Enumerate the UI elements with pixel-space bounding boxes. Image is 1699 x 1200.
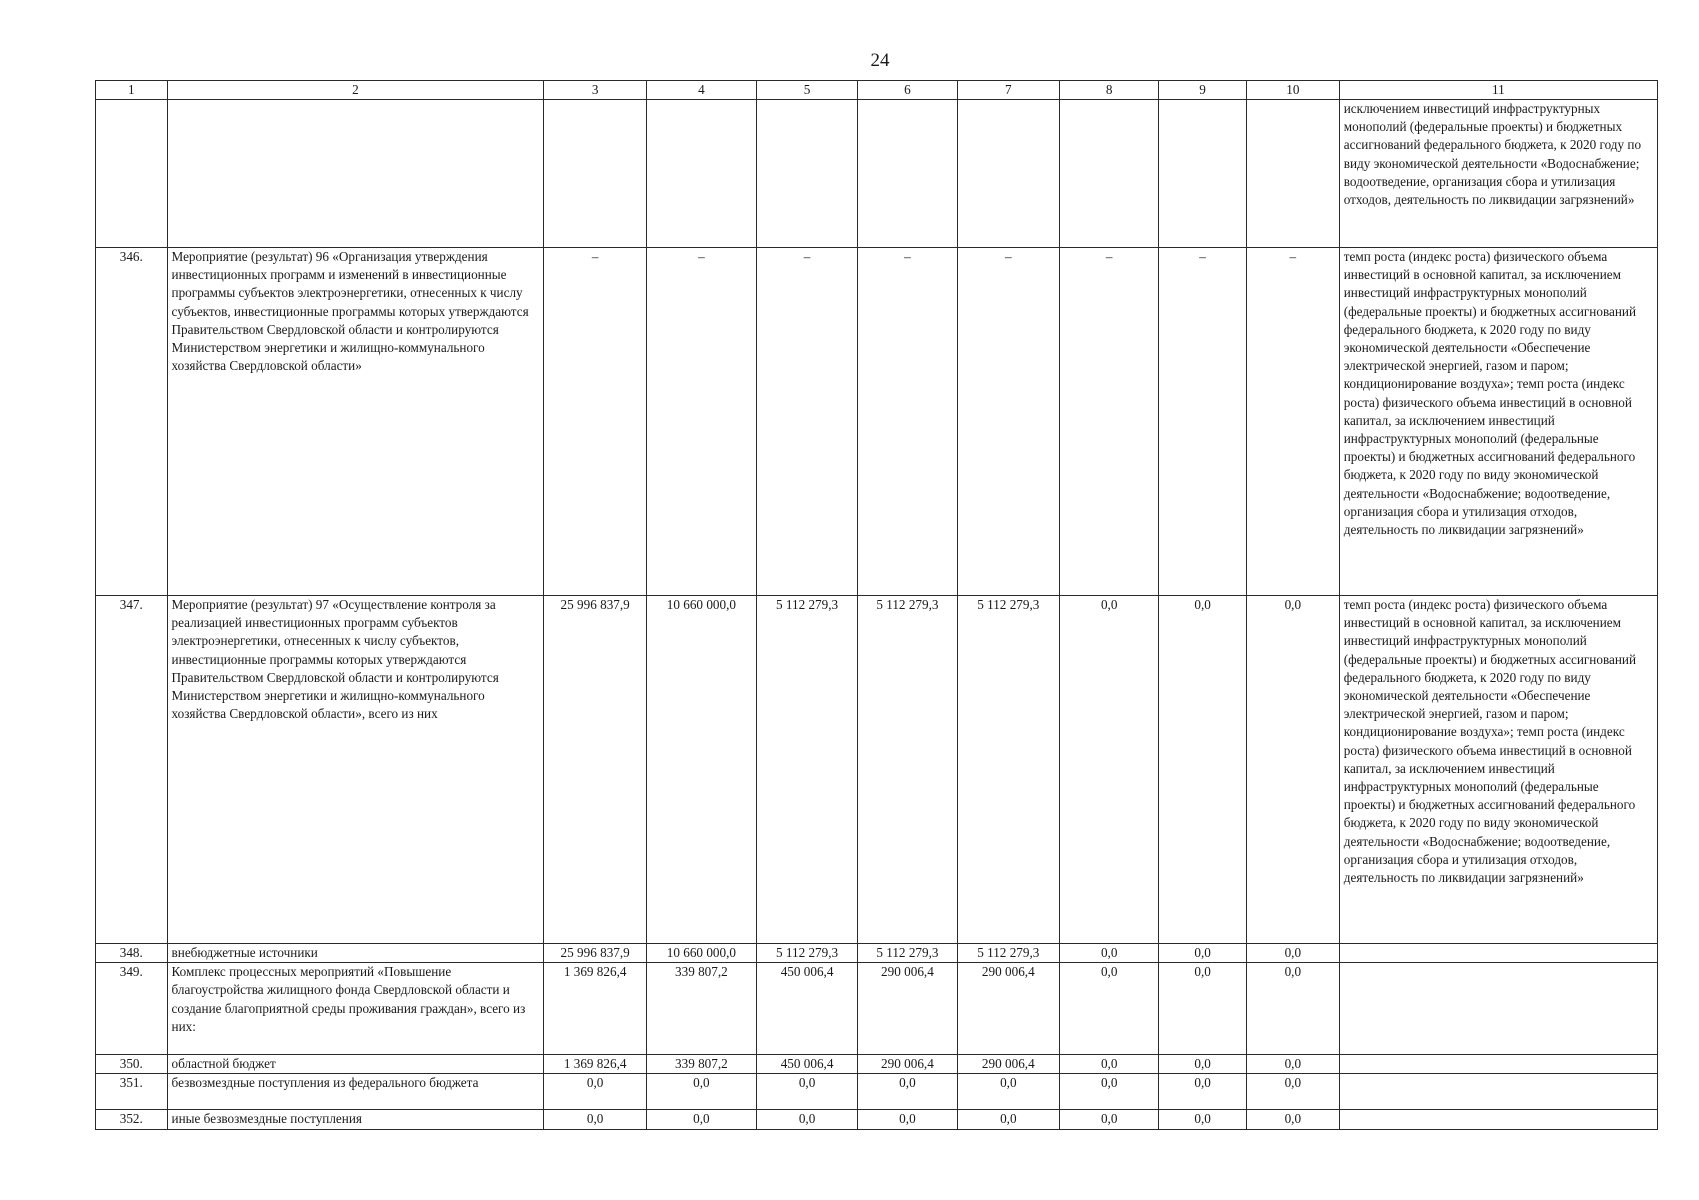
cell-value: 0,0 <box>1060 944 1159 963</box>
row-name: областной бюджет <box>167 1055 544 1074</box>
cell-value: 25 996 837,9 <box>544 596 646 944</box>
cell-value: 10 660 000,0 <box>646 944 756 963</box>
cell-value: – <box>957 248 1059 596</box>
table-row <box>96 1055 1658 1074</box>
cell-value: 0,0 <box>1246 1074 1339 1110</box>
cell-value <box>756 100 857 248</box>
cell-value: 0,0 <box>1159 1055 1247 1074</box>
cell-value: 0,0 <box>1159 1110 1247 1129</box>
row-number: 346. <box>96 248 168 596</box>
cell-value: 0,0 <box>957 1110 1059 1129</box>
cell-value: 339 807,2 <box>646 1055 756 1074</box>
cell-value: 0,0 <box>1246 1055 1339 1074</box>
cell-value: 0,0 <box>1246 944 1339 963</box>
page-number: 24 <box>870 50 890 71</box>
cell-value: 0,0 <box>646 1110 756 1129</box>
column-header: 1 <box>96 81 168 100</box>
cell-value <box>957 100 1059 248</box>
row-number: 350. <box>96 1055 168 1074</box>
cell-value: 25 996 837,9 <box>544 944 646 963</box>
cell-value: 0,0 <box>1060 1110 1159 1129</box>
cell-value: 0,0 <box>1246 963 1339 1055</box>
row-number: 351. <box>96 1074 168 1110</box>
cell-value: 0,0 <box>858 1110 957 1129</box>
column-header: 6 <box>858 81 957 100</box>
table-row <box>96 1110 1658 1129</box>
row-goal <box>1339 1074 1657 1110</box>
row-name: внебюджетные источники <box>167 944 544 963</box>
cell-value: 0,0 <box>957 1074 1059 1110</box>
cell-value: 0,0 <box>1159 944 1247 963</box>
cell-value: 290 006,4 <box>957 963 1059 1055</box>
cell-value: 0,0 <box>1060 963 1159 1055</box>
cell-value <box>646 100 756 248</box>
cell-value: 0,0 <box>858 1074 957 1110</box>
cell-value: 5 112 279,3 <box>957 596 1059 944</box>
row-goal <box>1339 963 1657 1055</box>
row-name: иные безвозмездные поступления <box>167 1110 544 1129</box>
cell-value: 0,0 <box>1246 596 1339 944</box>
row-goal <box>1339 1110 1657 1129</box>
table-row <box>96 1074 1658 1110</box>
cell-value: 10 660 000,0 <box>646 596 756 944</box>
cell-value: – <box>646 248 756 596</box>
cell-value: 0,0 <box>1159 1074 1247 1110</box>
table-row <box>96 963 1658 1055</box>
cell-value: 290 006,4 <box>957 1055 1059 1074</box>
row-goal: темп роста (индекс роста) физического объема инвестиций в основной капитал, за исключением инвестиций инфраструктурных монополий (федеральные проекты) и бюджетных ассигнований федерального бюджета, к 2020 году по виду экономической деятельности «Обеспечение электрической энергией, газом и паром; кондиционирование воздуха»; темп роста (индекс роста) физического объема инвестиций в основной капитал, за исключением инвестиций инфраструктурных монополий (федеральные проекты) и бюджетных ассигнований федерального бюджета, к 2020 году по виду экономической деятельности «Водоснабжение; водоотведение, организация сбора и утилизация отходов, деятельность по ликвидации загрязнений» <box>1339 248 1657 596</box>
row-number: 348. <box>96 944 168 963</box>
column-header: 4 <box>646 81 756 100</box>
cell-value <box>858 100 957 248</box>
cell-value: 5 112 279,3 <box>756 596 857 944</box>
cell-value: 290 006,4 <box>858 1055 957 1074</box>
table-row <box>96 596 1658 944</box>
budget-table <box>95 80 1658 1130</box>
cell-value: 5 112 279,3 <box>957 944 1059 963</box>
row-name: Мероприятие (результат) 96 «Организация утверждения инвестиционных программ и изменений в инвестиционные программы субъектов электроэнергетики, отнесенных к числу субъектов, инвестиционные программы которых утверждаются Правительством Свердловской области и контролируются Министерством энергетики и жилищно-коммунального хозяйства Свердловской области» <box>167 248 544 596</box>
cell-value: 450 006,4 <box>756 1055 857 1074</box>
row-number <box>96 100 168 248</box>
cell-value: 0,0 <box>1246 1110 1339 1129</box>
column-header: 7 <box>957 81 1059 100</box>
cell-value: 0,0 <box>756 1110 857 1129</box>
cell-value: 0,0 <box>756 1074 857 1110</box>
cell-value: 0,0 <box>1060 1074 1159 1110</box>
cell-value: 1 369 826,4 <box>544 1055 646 1074</box>
row-goal <box>1339 1055 1657 1074</box>
row-number: 347. <box>96 596 168 944</box>
cell-value: – <box>858 248 957 596</box>
cell-value: 5 112 279,3 <box>858 944 957 963</box>
row-number: 349. <box>96 963 168 1055</box>
column-header: 5 <box>756 81 857 100</box>
cell-value: 1 369 826,4 <box>544 963 646 1055</box>
cell-value: 5 112 279,3 <box>858 596 957 944</box>
cell-value: 0,0 <box>544 1110 646 1129</box>
cell-value: – <box>756 248 857 596</box>
header-row <box>96 81 1658 100</box>
cell-value: 0,0 <box>646 1074 756 1110</box>
row-name <box>167 100 544 248</box>
cell-value: 0,0 <box>1159 596 1247 944</box>
row-name: безвозмездные поступления из федерального бюджета <box>167 1074 544 1110</box>
row-number: 352. <box>96 1110 168 1129</box>
column-header: 10 <box>1246 81 1339 100</box>
row-goal: исключением инвестиций инфраструктурных монополий (федеральные проекты) и бюджетных ассигнований федерального бюджета, к 2020 году по виду экономической деятельности «Водоснабжение; водоотведение, организация сбора и утилизация отходов, деятельность по ликвидации загрязнений» <box>1339 100 1657 248</box>
cell-value: 339 807,2 <box>646 963 756 1055</box>
row-name: Мероприятие (результат) 97 «Осуществление контроля за реализацией инвестиционных программ субъектов электроэнергетики, отнесенных к числу субъектов, инвестиционные программы которых утверждаются Правительством Свердловской области и контролируются Министерством энергетики и жилищно-коммунального хозяйства Свердловской области», всего из них <box>167 596 544 944</box>
cell-value: – <box>1159 248 1247 596</box>
cell-value <box>544 100 646 248</box>
cell-value: – <box>544 248 646 596</box>
cell-value: 290 006,4 <box>858 963 957 1055</box>
cell-value <box>1159 100 1247 248</box>
cell-value <box>1060 100 1159 248</box>
table-row <box>96 944 1658 963</box>
table-row <box>96 100 1658 248</box>
row-name: Комплекс процессных мероприятий «Повышение благоустройства жилищного фонда Свердловской области и создание благоприятной среды проживания граждан», всего из них: <box>167 963 544 1055</box>
cell-value: 0,0 <box>544 1074 646 1110</box>
column-header: 8 <box>1060 81 1159 100</box>
row-goal <box>1339 944 1657 963</box>
column-header: 9 <box>1159 81 1247 100</box>
column-header: 3 <box>544 81 646 100</box>
cell-value: 0,0 <box>1060 596 1159 944</box>
cell-value: 450 006,4 <box>756 963 857 1055</box>
row-goal: темп роста (индекс роста) физического объема инвестиций в основной капитал, за исключением инвестиций инфраструктурных монополий (федеральные проекты) и бюджетных ассигнований федерального бюджета, к 2020 году по виду экономической деятельности «Обеспечение электрической энергией, газом и паром; кондиционирование воздуха»; темп роста (индекс роста) физического объема инвестиций в основной капитал, за исключением инвестиций инфраструктурных монополий (федеральные проекты) и бюджетных ассигнований федерального бюджета, к 2020 году по виду экономической деятельности «Водоснабжение; водоотведение, организация сбора и утилизация отходов, деятельность по ликвидации загрязнений» <box>1339 596 1657 944</box>
cell-value: 5 112 279,3 <box>756 944 857 963</box>
cell-value: 0,0 <box>1159 963 1247 1055</box>
column-header: 2 <box>167 81 544 100</box>
cell-value <box>1246 100 1339 248</box>
cell-value: – <box>1246 248 1339 596</box>
table-row <box>96 248 1658 596</box>
cell-value: 0,0 <box>1060 1055 1159 1074</box>
cell-value: – <box>1060 248 1159 596</box>
column-header: 11 <box>1339 81 1657 100</box>
